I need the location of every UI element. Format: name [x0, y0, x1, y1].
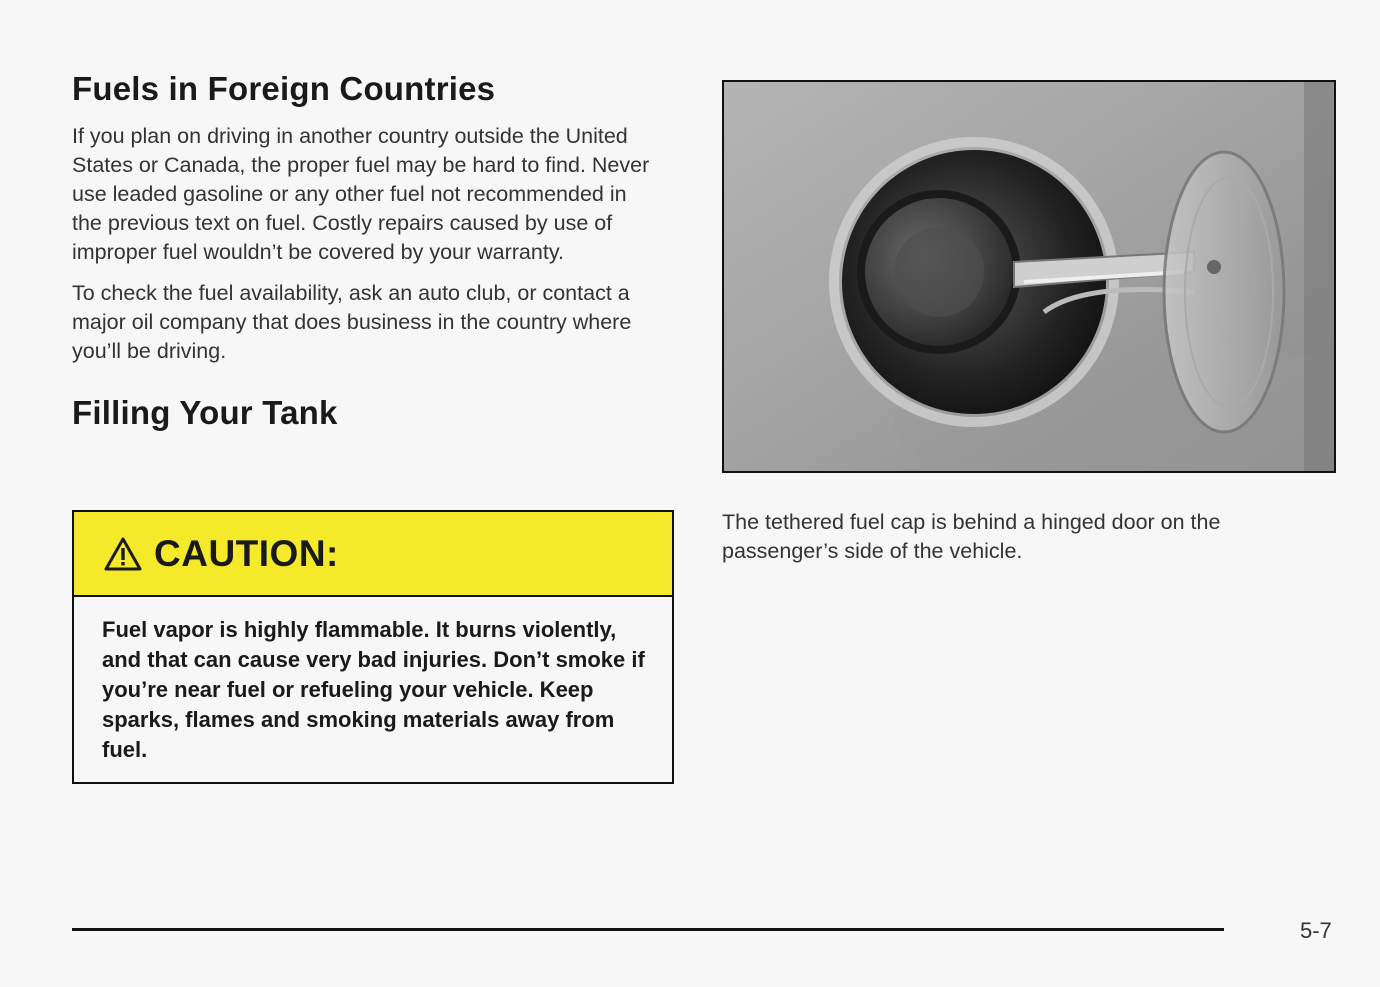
left-column — [72, 70, 678, 432]
caution-label: CAUTION: — [154, 532, 339, 574]
caution-text: Fuel vapor is highly flammable. It burns violently, and that can cause very bad injuries. Don’t smoke if you’re near fuel or refueling your vehicle. Keep sparks, flames and smoking materials away from fuel. — [102, 617, 645, 762]
fuel-cap-photo — [722, 80, 1336, 473]
caution-header — [74, 512, 672, 597]
fuel-door-illustration — [724, 82, 1334, 471]
warning-triangle-icon — [104, 536, 142, 572]
photo-caption: The tethered fuel cap is behind a hinged door on the passenger’s side of the vehicle. — [722, 510, 1221, 563]
page-number: 5-7 — [1300, 918, 1332, 943]
caution-box — [72, 510, 674, 784]
paragraph-foreign-fuel: If you plan on driving in another country outside the United States or Canada, the proper fuel may be hard to find. Never use leaded gasoline or any other fuel not recommended in the previous text on fuel. Costly repairs caused by use of improper fuel wouldn’t be covered by your warranty. — [72, 124, 650, 264]
heading-fuels-foreign-countries: Fuels in Foreign Countries — [72, 70, 496, 107]
heading-filling-tank: Filling Your Tank — [72, 394, 338, 431]
paragraph-fuel-availability: To check the fuel availability, ask an auto club, or contact a major oil company that does business in the country where you’ll be driving. — [72, 281, 632, 363]
footer-rule — [72, 928, 1224, 931]
